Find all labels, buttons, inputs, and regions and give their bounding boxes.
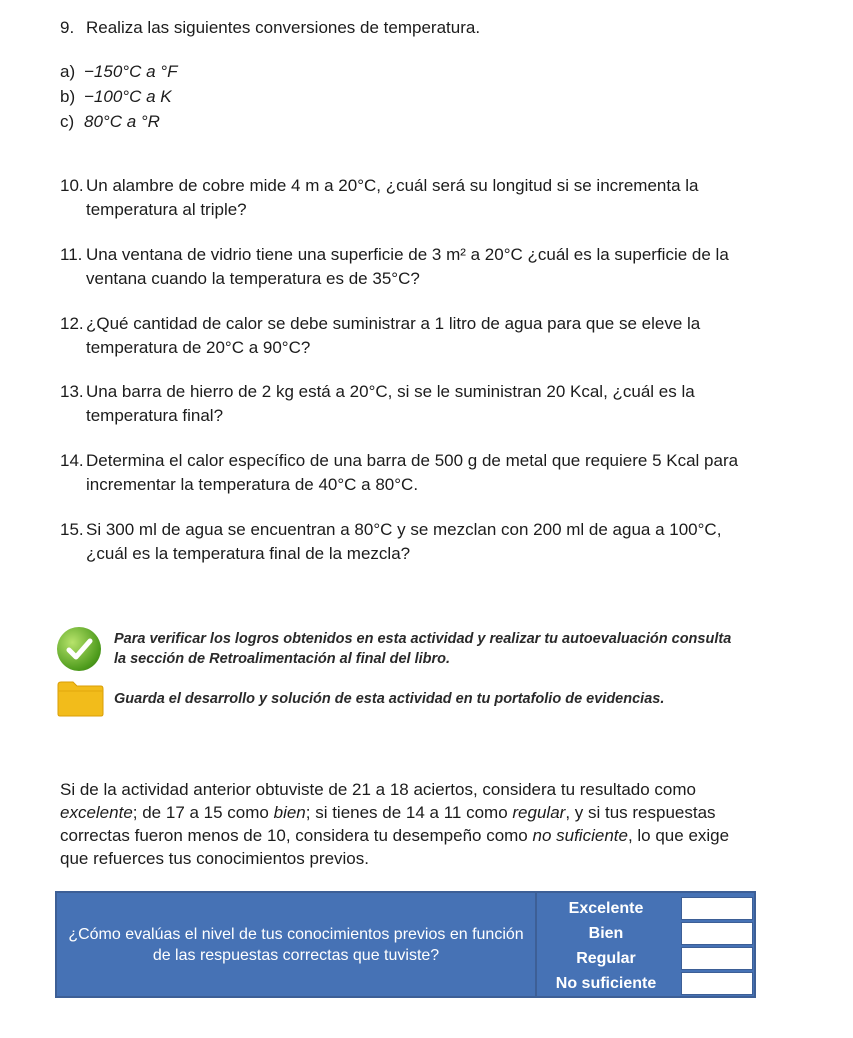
sub-item-c (60, 110, 160, 134)
paragraph-text: , lo que exige que refuerces tus conocimientos previos. (60, 826, 730, 868)
option-label-bien: Bien (588, 925, 624, 942)
paragraph-text: , y si tus respuestas correctas fueron menos de 10, considera tu desempeño como (60, 803, 716, 845)
question-number: 9. (60, 18, 75, 37)
paragraph-text: ; si tienes de 14 a 11 como (305, 803, 513, 822)
option-box-regular[interactable] (681, 947, 753, 970)
evaluation-paragraph (60, 778, 760, 870)
question-text: Una ventana de vidrio tiene una superficie de 3 m² a 20°C ¿cuál es la superficie de la ventana cuando la temperatura es de 35°C? (86, 245, 729, 288)
question-number: 14. (60, 451, 84, 470)
self-evaluation-table (55, 891, 756, 998)
paragraph-text: Si de la actividad anterior obtuviste de 21 a 18 aciertos, considera tu resultado como (60, 780, 696, 799)
sub-item-text: 80°C a °R (84, 112, 160, 131)
term-bien: bien (273, 803, 306, 822)
sub-item-a (60, 60, 177, 84)
question-number: 15. (60, 520, 84, 539)
question-14 (60, 449, 760, 497)
sub-item-b (60, 85, 172, 109)
question-text: Si 300 ml de agua se encuentran a 80°C y se mezclan con 200 ml de agua a 100°C, ¿cuál es la temperatura final de la mezcla? (86, 520, 722, 563)
option-box-bien[interactable] (681, 922, 753, 945)
option-label-excelente: Excelente (568, 900, 644, 917)
option-box-no-suficiente[interactable] (681, 972, 753, 995)
question-number: 12. (60, 314, 84, 333)
option-label-no-suficiente: No suficiente (555, 975, 657, 992)
question-number: 10. (60, 176, 84, 195)
question-15 (60, 518, 760, 566)
sub-item-text: −100°C a K (84, 87, 172, 106)
save-note: Guarda el desarrollo y solución de esta actividad en tu portafolio de evidencias. (114, 691, 665, 707)
question-text: Una barra de hierro de 2 kg está a 20°C, si se le suministran 20 Kcal, ¿cuál es la temperatura final? (86, 382, 695, 425)
question-11 (60, 243, 760, 291)
folder-icon (57, 681, 104, 717)
sub-item-letter: a) (60, 62, 76, 81)
question-number: 13. (60, 382, 84, 401)
term-no-suficiente: no suficiente (532, 826, 628, 845)
option-label-regular: Regular (576, 950, 636, 967)
checkmark-icon (57, 627, 101, 671)
question-text: ¿Qué cantidad de calor se debe suministrar a 1 litro de agua para que se eleve la temperatura de 20°C a 90°C? (86, 314, 701, 357)
term-excelente: excelente (60, 803, 133, 822)
verify-note: Para verificar los logros obtenidos en esta actividad y realizar tu autoevaluación consulta la sección de Retroalimentación al final del libro. (114, 631, 732, 667)
question-number: 11. (60, 245, 83, 264)
question-text: Realiza las siguientes conversiones de temperatura. (86, 18, 481, 37)
term-regular: regular (512, 803, 566, 822)
option-box-excelente[interactable] (681, 897, 753, 920)
question-9 (60, 16, 760, 40)
question-10 (60, 174, 760, 222)
question-13 (60, 380, 760, 428)
sub-item-letter: c) (60, 112, 75, 131)
question-12 (60, 312, 760, 360)
sub-item-letter: b) (60, 87, 76, 106)
paragraph-text: ; de 17 a 15 como (132, 803, 274, 822)
question-text: Determina el calor específico de una barra de 500 g de metal que requiere 5 Kcal para incrementar la temperatura de 40°C a 80°C. (86, 451, 739, 494)
sub-item-text: −150°C a °F (84, 62, 178, 81)
question-text: Un alambre de cobre mide 4 m a 20°C, ¿cuál será su longitud si se incrementa la temperatura al triple? (86, 176, 699, 219)
evaluation-question: ¿Cómo evalúas el nivel de tus conocimientos previos en función de las respuestas correctas que tuviste? (68, 925, 524, 964)
